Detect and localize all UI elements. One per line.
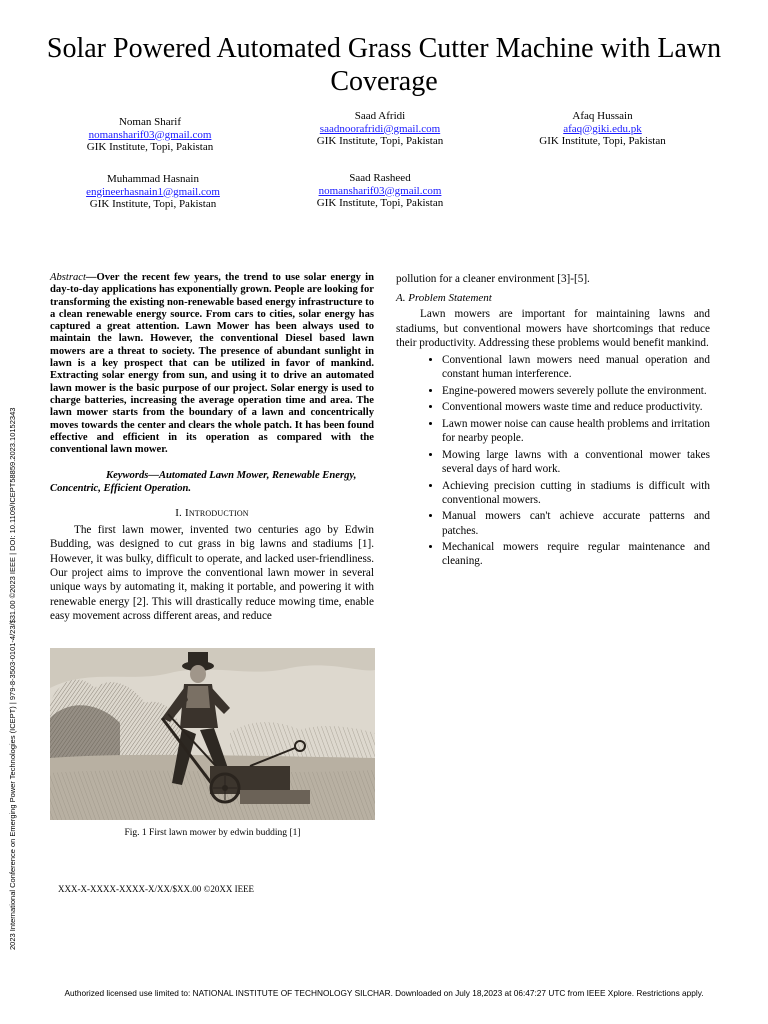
author-name: Noman Sharif bbox=[118, 116, 181, 128]
author-block bbox=[80, 116, 220, 154]
list-item: • Mechanical mowers require regular maintenance and cleaning. bbox=[442, 540, 710, 569]
list-item: • Manual mowers can't achieve accurate patterns and patches. bbox=[442, 509, 710, 538]
section-heading-introduction: I. Introduction bbox=[175, 507, 249, 520]
author-name: Saad Rasheed bbox=[349, 172, 411, 184]
author-email-link[interactable]: saadnoorafridi@gmail.com bbox=[319, 122, 441, 135]
author-name: Saad Afridi bbox=[354, 110, 406, 122]
problem-bullet-list bbox=[396, 353, 710, 568]
left-column bbox=[50, 272, 374, 623]
author-affiliation: GIK Institute, Topi, Pakistan bbox=[539, 135, 666, 147]
author-block bbox=[78, 173, 228, 211]
keywords: Keywords—Automated Lawn Mower, Renewable Energy, Concentric, Efficient Operation. bbox=[50, 470, 357, 494]
list-item: • Achieving precision cutting in stadiums is difficult with conventional mowers. bbox=[442, 479, 710, 508]
author-affiliation: GIK Institute, Topi, Pakistan bbox=[316, 135, 444, 147]
author-block bbox=[305, 172, 455, 210]
author-email-link[interactable]: engineerhasnain1@gmail.com bbox=[86, 185, 220, 198]
author-email-link[interactable]: nomansharif03@gmail.com bbox=[88, 128, 212, 141]
abstract-text: —Over the recent few years, the trend to use solar energy in day-to-day applications has exponentially grown. People are looking for transforming the existing non-renewable based energy infrastructure to a clean renewable energy source. From cars to cities, solar energy has captured a great attention. Lawn Mower has been always used to maintain the lawn. However, the conventional Diesel based lawn mowers are a threat to society. The presence of abundant sunlight in lawn is a key prospect that can be utilized in favor of mankind. Extracting solar energy from sun, and using it to drive an automated lawn mower is the basic purpose of our project. Solar energy is used to charge batteries, increasing the average operation time and area. The lawn mower starts from the boundary of a lawn and concentrically moves towards the center and clears the whole patch. It has been found effective and efficient in its operation as compared with the conventional lawn mower. bbox=[50, 272, 374, 456]
list-item: • Mowing large lawns with a conventional mower takes several days of hard work. bbox=[442, 448, 710, 477]
abstract-label: Abstract bbox=[50, 272, 86, 283]
lawn-mower-engraving bbox=[50, 648, 375, 820]
author-name: Afaq Hussain bbox=[572, 110, 633, 122]
list-item: • Lawn mower noise can cause health problems and irritation for nearby people. bbox=[442, 417, 710, 446]
problem-paragraph: Lawn mowers are important for maintaining lawns and stadiums, but conventional mowers have shortcomings that reduce their productivity. Addressing these problems would benefit mankind. bbox=[396, 308, 710, 349]
copyright-code: XXX-X-XXXX-XXXX-X/XX/$XX.00 ©20XX IEEE bbox=[58, 884, 255, 894]
author-affiliation: GIK Institute, Topi, Pakistan bbox=[89, 198, 217, 210]
license-notice: Authorized licensed use limited to: NATIONAL INSTITUTE OF TECHNOLOGY SILCHAR. Downloaded on July 18,2023 at 06:47:27 UTC from IEEE Xplore. Restrictions apply. bbox=[64, 988, 704, 998]
right-column bbox=[396, 272, 710, 571]
subsection-heading-problem-statement: A. Problem Statement bbox=[396, 292, 492, 305]
figure-lawn-mower-illustration bbox=[50, 648, 375, 820]
author-email-link[interactable]: afaq@giki.edu.pk bbox=[563, 122, 642, 135]
author-affiliation: GIK Institute, Topi, Pakistan bbox=[86, 141, 214, 153]
intro-continuation: pollution for a cleaner environment [3]-[5]. bbox=[396, 273, 590, 285]
list-item: • Conventional lawn mowers need manual operation and constant human interference. bbox=[442, 353, 710, 382]
author-affiliation: GIK Institute, Topi, Pakistan bbox=[316, 197, 444, 209]
list-item: • Conventional mowers waste time and reduce productivity. bbox=[442, 400, 710, 414]
publication-sidebar: 2023 International Conference on Emerging Power Technologies (ICEPT) | 979-8-3503-0101-4/23/$31.00 ©2023 IEEE | DOI: 10.1109/ICEPT58859.2023.10152343 bbox=[8, 407, 17, 950]
intro-paragraph: The first lawn mower, invented two centuries ago by Edwin Budding, was designed to cut grass in big lawns and stadiums [1]. However, it was bulky, difficult to operate, and lacked user-friendliness. Our project aims to improve the conventional lawn mower in several unique ways by automating it, making it portable, and powering it with renewable energy [2]. This will drastically reduce mowing time, enable easy movement across different areas, and reduce bbox=[50, 524, 374, 622]
author-name: Muhammad Hasnain bbox=[107, 173, 199, 185]
author-block bbox=[530, 110, 675, 148]
figure-caption: Fig. 1 First lawn mower by edwin budding [1] bbox=[124, 828, 301, 838]
list-item: • Engine-powered mowers severely pollute the environment. bbox=[442, 384, 710, 398]
author-email-link[interactable]: nomansharif03@gmail.com bbox=[318, 184, 442, 197]
paper-title: Solar Powered Automated Grass Cutter Machine with Lawn Coverage bbox=[46, 33, 722, 97]
abstract bbox=[50, 272, 374, 456]
author-block bbox=[300, 110, 460, 148]
